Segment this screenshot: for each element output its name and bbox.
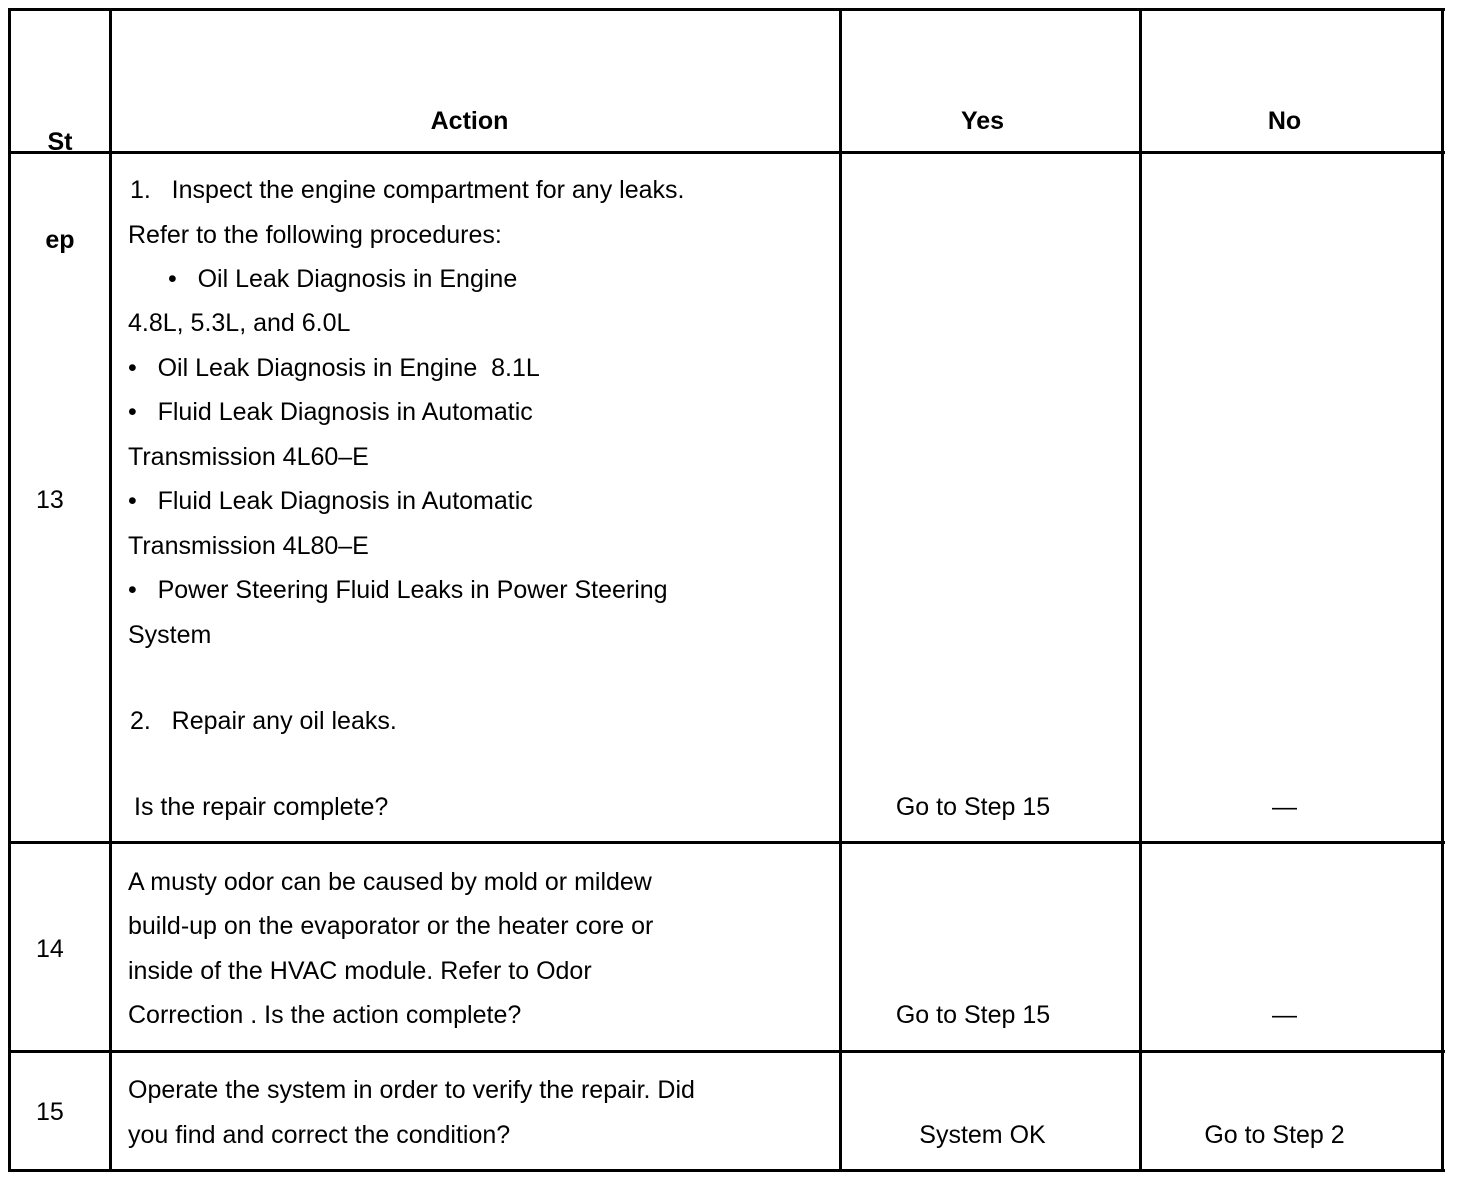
row-divider	[8, 1050, 1445, 1053]
header-step-line: ep	[45, 226, 75, 254]
column-divider	[1139, 8, 1142, 1172]
step-number: 14	[36, 935, 64, 963]
action-line: Refer to the following procedures:	[128, 221, 502, 249]
table-border-bottom	[8, 1169, 1445, 1172]
header-step	[11, 67, 109, 315]
action-line: 1. Inspect the engine compartment for any leaks.	[130, 176, 685, 204]
action-line: 4.8L, 5.3L, and 6.0L	[128, 309, 351, 337]
action-line: Correction . Is the action complete?	[128, 1001, 522, 1029]
header-divider	[8, 151, 1445, 154]
action-line: Is the repair complete?	[134, 793, 389, 821]
action-line: System	[128, 621, 212, 649]
header-yes: Yes	[960, 107, 1005, 135]
action-line: Operate the system in order to verify the repair. Did	[128, 1076, 695, 1104]
action-line: • Oil Leak Diagnosis in Engine 8.1L	[128, 354, 540, 382]
action-line: A musty odor can be caused by mold or mildew	[128, 868, 652, 896]
row-divider	[8, 841, 1445, 844]
step-number: 15	[36, 1098, 64, 1126]
table-border-top	[8, 8, 1445, 11]
header-action: Action	[430, 107, 509, 135]
action-line: • Power Steering Fluid Leaks in Power Steering	[128, 576, 668, 604]
action-line: Transmission 4L60–E	[128, 443, 369, 471]
yes-result: Go to Step 15	[895, 793, 1051, 821]
action-line: • Fluid Leak Diagnosis in Automatic	[128, 398, 533, 426]
no-result: —	[1272, 793, 1297, 821]
column-divider	[839, 8, 842, 1172]
action-line: • Oil Leak Diagnosis in Engine	[168, 265, 518, 293]
header-no: No	[1267, 107, 1302, 135]
no-result: —	[1272, 1001, 1297, 1029]
table-border-right	[1441, 8, 1444, 1172]
no-result: Go to Step 2	[1204, 1121, 1345, 1149]
action-line: 2. Repair any oil leaks.	[130, 707, 397, 735]
action-line: • Fluid Leak Diagnosis in Automatic	[128, 487, 533, 515]
step-number: 13	[36, 486, 64, 514]
yes-result: Go to Step 15	[895, 1001, 1051, 1029]
action-line: you find and correct the condition?	[128, 1121, 511, 1149]
header-step-line: St	[47, 128, 73, 156]
action-line: Transmission 4L80–E	[128, 532, 369, 560]
yes-result: System OK	[919, 1121, 1046, 1149]
action-line: inside of the HVAC module. Refer to Odor	[128, 957, 592, 985]
column-divider	[109, 8, 112, 1172]
action-line: build-up on the evaporator or the heater core or	[128, 912, 654, 940]
